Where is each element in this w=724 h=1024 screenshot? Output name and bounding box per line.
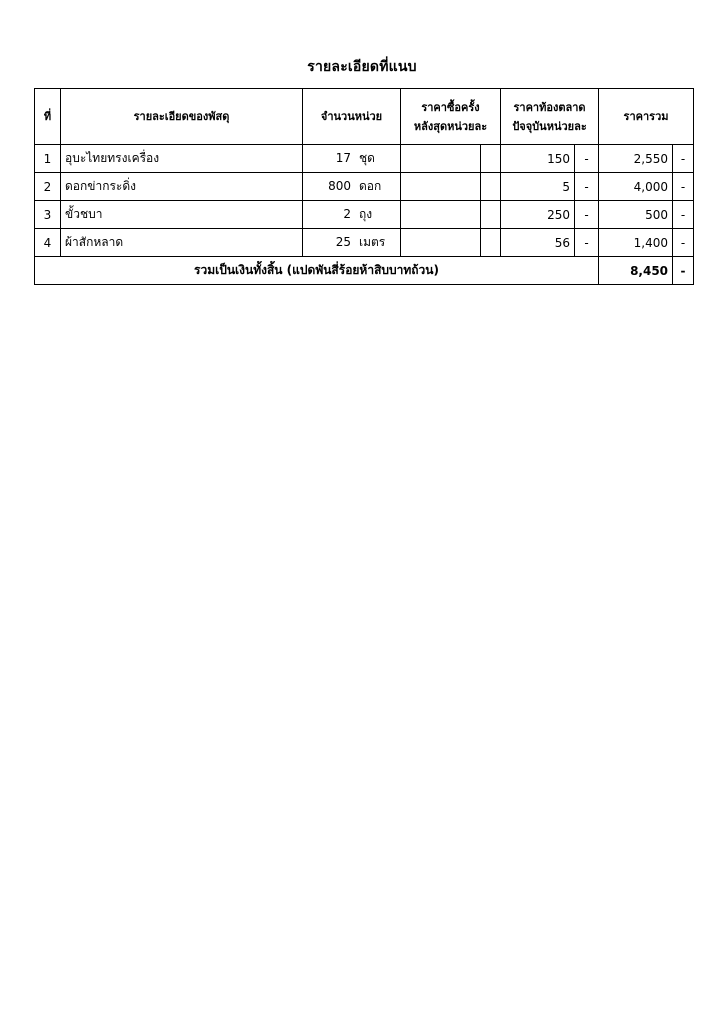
- items-table: [34, 88, 694, 285]
- row-total: 1,400: [599, 229, 673, 257]
- row-total-satang: -: [673, 229, 694, 257]
- grand-total-label: รวมเป็นเงินทั้งสิ้น (แปดพันสี่ร้อยห้าสิบบาทถ้วน): [35, 257, 599, 285]
- row-qty-unit: ชุด: [359, 151, 375, 165]
- row-market-price: 5: [501, 173, 575, 201]
- row-market-price-satang: -: [575, 201, 599, 229]
- row-market-price: 250: [501, 201, 575, 229]
- row-qty-unit: ดอก: [359, 179, 382, 193]
- row-description: ผ้าสักหลาด: [61, 229, 303, 257]
- table-row: [35, 173, 694, 201]
- table-row: [35, 229, 694, 257]
- header-total: ราคารวม: [599, 89, 694, 145]
- row-qty-number: 25: [335, 235, 351, 249]
- document-title: รายละเอียดที่แนบ: [307, 59, 417, 75]
- row-qty-number: 800: [328, 179, 351, 193]
- table-row: [35, 201, 694, 229]
- table-row: [35, 145, 694, 173]
- row-qty-number: 17: [335, 151, 351, 165]
- header-last-price-line1: ราคาซื้อครั้ง: [421, 100, 480, 114]
- row-qty-unit: เมตร: [359, 235, 386, 249]
- row-total-satang: -: [673, 201, 694, 229]
- header-market-price-line1: ราคาท้องตลาด: [513, 100, 586, 114]
- row-quantity: [303, 229, 401, 257]
- row-qty-unit: ถุง: [359, 207, 373, 221]
- header-description: รายละเอียดของพัสดุ: [61, 89, 303, 145]
- row-quantity: [303, 173, 401, 201]
- row-total: 4,000: [599, 173, 673, 201]
- row-market-price: 150: [501, 145, 575, 173]
- grand-total-row: [35, 257, 694, 285]
- header-quantity: จำนวนหน่วย: [303, 89, 401, 145]
- row-no: 2: [35, 173, 61, 201]
- row-no: 4: [35, 229, 61, 257]
- row-market-price-satang: -: [575, 229, 599, 257]
- grand-total-satang: -: [673, 257, 694, 285]
- header-last-price: [401, 89, 501, 145]
- header-last-price-line2: หลังสุดหน่วยละ: [413, 119, 488, 133]
- row-quantity: [303, 201, 401, 229]
- row-total-satang: -: [673, 145, 694, 173]
- row-last-price-satang: [481, 201, 501, 229]
- row-total: 2,550: [599, 145, 673, 173]
- grand-total-value: 8,450: [599, 257, 673, 285]
- row-description: ขั้วชบา: [61, 201, 303, 229]
- row-no: 1: [35, 145, 61, 173]
- row-last-price: [401, 145, 481, 173]
- row-last-price: [401, 173, 481, 201]
- row-no: 3: [35, 201, 61, 229]
- row-market-price: 56: [501, 229, 575, 257]
- row-last-price: [401, 229, 481, 257]
- header-market-price: [501, 89, 599, 145]
- row-total-satang: -: [673, 173, 694, 201]
- table-header-row: [35, 89, 694, 145]
- header-market-price-line2: ปัจจุบันหน่วยละ: [512, 119, 587, 133]
- row-market-price-satang: -: [575, 173, 599, 201]
- row-qty-number: 2: [343, 207, 351, 221]
- row-last-price-satang: [481, 229, 501, 257]
- row-description: อุบะไทยทรงเครื่อง: [61, 145, 303, 173]
- row-last-price-satang: [481, 173, 501, 201]
- row-last-price: [401, 201, 481, 229]
- row-quantity: [303, 145, 401, 173]
- row-market-price-satang: -: [575, 145, 599, 173]
- row-description: ดอกข่ากระดิ่ง: [61, 173, 303, 201]
- row-total: 500: [599, 201, 673, 229]
- row-last-price-satang: [481, 145, 501, 173]
- header-no: ที่: [35, 89, 61, 145]
